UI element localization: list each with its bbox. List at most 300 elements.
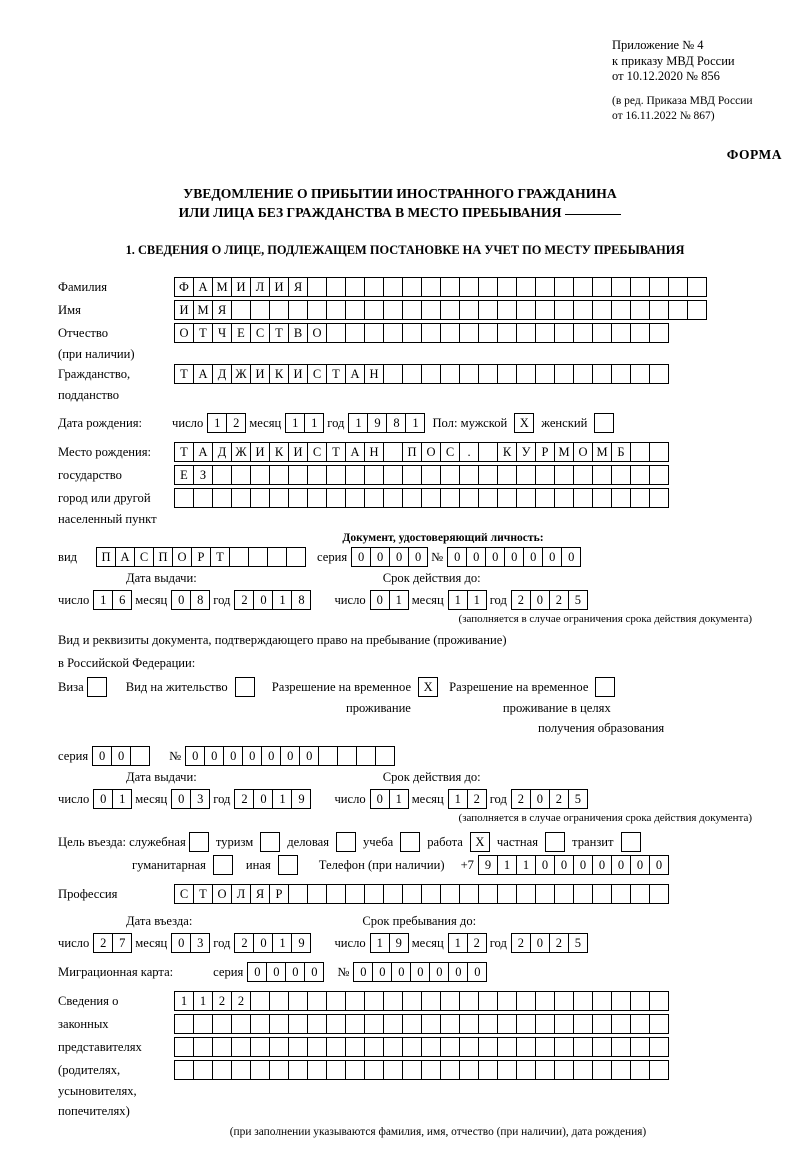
cell[interactable] <box>649 442 669 462</box>
cell[interactable] <box>269 300 289 320</box>
cell[interactable] <box>269 1014 289 1034</box>
identity-issue-month-input[interactable] <box>171 590 209 610</box>
cell[interactable] <box>383 1014 403 1034</box>
cell[interactable] <box>630 364 650 384</box>
cell[interactable]: 0 <box>530 590 550 610</box>
identity-number-input[interactable] <box>447 547 580 567</box>
cell[interactable]: Л <box>250 277 270 297</box>
cell[interactable] <box>611 488 631 508</box>
cell[interactable] <box>535 364 555 384</box>
cell[interactable]: 0 <box>204 746 224 766</box>
cell[interactable] <box>288 991 308 1011</box>
profession-input[interactable] <box>174 884 668 904</box>
cell[interactable]: 0 <box>370 590 390 610</box>
cell[interactable]: 1 <box>497 855 517 875</box>
cell[interactable]: 0 <box>542 547 562 567</box>
cell[interactable] <box>592 884 612 904</box>
cell[interactable]: 1 <box>285 413 305 433</box>
cell[interactable]: Ж <box>231 364 251 384</box>
cell[interactable]: 0 <box>242 746 262 766</box>
cell[interactable] <box>326 488 346 508</box>
cell[interactable] <box>383 364 403 384</box>
cell[interactable] <box>326 1037 346 1057</box>
birth-month-input[interactable] <box>285 413 323 433</box>
cell[interactable] <box>592 488 612 508</box>
cell[interactable] <box>440 488 460 508</box>
cell[interactable] <box>326 465 346 485</box>
cell[interactable]: 3 <box>190 789 210 809</box>
cell[interactable]: 5 <box>568 789 588 809</box>
cell[interactable] <box>440 1037 460 1057</box>
cell[interactable]: 2 <box>234 590 254 610</box>
cell[interactable] <box>402 300 422 320</box>
cell[interactable]: 0 <box>466 547 486 567</box>
cell[interactable] <box>269 991 289 1011</box>
cell[interactable] <box>459 300 479 320</box>
cell[interactable] <box>497 1037 517 1057</box>
permit-number-input[interactable] <box>185 746 394 766</box>
cell[interactable]: 2 <box>511 933 531 953</box>
cell[interactable]: 1 <box>348 413 368 433</box>
cell[interactable]: 0 <box>523 547 543 567</box>
cell[interactable]: 0 <box>261 746 281 766</box>
cell[interactable] <box>592 991 612 1011</box>
cell[interactable] <box>440 364 460 384</box>
cell[interactable] <box>535 884 555 904</box>
cell[interactable]: 2 <box>226 413 246 433</box>
cell[interactable]: 2 <box>511 590 531 610</box>
cell[interactable] <box>630 991 650 1011</box>
birthplace-input-row-3[interactable] <box>174 488 668 508</box>
cell[interactable]: 0 <box>171 933 191 953</box>
cell[interactable]: А <box>193 364 213 384</box>
cell[interactable] <box>630 300 650 320</box>
cell[interactable] <box>345 323 365 343</box>
cell[interactable]: Я <box>288 277 308 297</box>
patronymic-input[interactable] <box>174 323 668 343</box>
cell[interactable]: 8 <box>386 413 406 433</box>
cell[interactable]: О <box>307 323 327 343</box>
cell[interactable]: И <box>269 277 289 297</box>
cell[interactable]: 1 <box>448 933 468 953</box>
cell[interactable]: Л <box>231 884 251 904</box>
cell[interactable] <box>649 277 669 297</box>
cell[interactable]: О <box>174 323 194 343</box>
cell[interactable]: 1 <box>405 413 425 433</box>
cell[interactable] <box>573 991 593 1011</box>
cell[interactable] <box>649 1060 669 1080</box>
cell[interactable]: 1 <box>174 991 194 1011</box>
cell[interactable] <box>231 488 251 508</box>
cell[interactable] <box>535 465 555 485</box>
cell[interactable] <box>193 1037 213 1057</box>
cell[interactable] <box>421 1037 441 1057</box>
cell[interactable] <box>231 1037 251 1057</box>
cell[interactable]: М <box>212 277 232 297</box>
cell[interactable] <box>326 884 346 904</box>
cell[interactable]: Т <box>210 547 230 567</box>
cell[interactable] <box>402 277 422 297</box>
cell[interactable] <box>459 1060 479 1080</box>
cell[interactable]: 2 <box>467 789 487 809</box>
cell[interactable] <box>668 277 688 297</box>
cell[interactable]: О <box>212 884 232 904</box>
cell[interactable] <box>630 465 650 485</box>
cell[interactable]: 0 <box>223 746 243 766</box>
cell[interactable]: С <box>250 323 270 343</box>
cell[interactable] <box>250 300 270 320</box>
cell[interactable] <box>269 1037 289 1057</box>
cell[interactable] <box>630 442 650 462</box>
cell[interactable] <box>630 1060 650 1080</box>
cell[interactable]: 5 <box>568 933 588 953</box>
birthplace-input-row-2[interactable] <box>174 465 668 485</box>
cell[interactable] <box>516 884 536 904</box>
cell[interactable] <box>345 277 365 297</box>
cell[interactable] <box>364 1037 384 1057</box>
cell[interactable]: М <box>554 442 574 462</box>
cell[interactable]: 0 <box>485 547 505 567</box>
cell[interactable]: Т <box>326 364 346 384</box>
cell[interactable]: С <box>440 442 460 462</box>
cell[interactable] <box>440 465 460 485</box>
cell[interactable] <box>459 884 479 904</box>
cell[interactable] <box>402 364 422 384</box>
cell[interactable] <box>269 465 289 485</box>
cell[interactable] <box>326 1014 346 1034</box>
cell[interactable]: У <box>516 442 536 462</box>
cell[interactable] <box>497 1060 517 1080</box>
permit-issue-month-input[interactable] <box>171 789 209 809</box>
cell[interactable]: 1 <box>272 933 292 953</box>
cell[interactable] <box>174 1014 194 1034</box>
cell[interactable] <box>592 465 612 485</box>
cell[interactable]: 7 <box>112 933 132 953</box>
cell[interactable] <box>573 488 593 508</box>
cell[interactable] <box>383 277 403 297</box>
cell[interactable] <box>345 465 365 485</box>
cell[interactable]: И <box>288 442 308 462</box>
cell[interactable] <box>573 277 593 297</box>
cell[interactable] <box>307 300 327 320</box>
cell[interactable] <box>516 323 536 343</box>
cell[interactable]: С <box>307 442 327 462</box>
cell[interactable] <box>478 442 498 462</box>
cell[interactable] <box>193 1060 213 1080</box>
cell[interactable] <box>497 991 517 1011</box>
stay-month-input[interactable] <box>448 933 486 953</box>
cell[interactable]: 0 <box>280 746 300 766</box>
identity-kind-input[interactable] <box>96 547 305 567</box>
cell[interactable] <box>212 1037 232 1057</box>
cell[interactable]: Р <box>191 547 211 567</box>
representatives-input-row-3[interactable] <box>174 1037 668 1057</box>
cell[interactable] <box>212 1060 232 1080</box>
cell[interactable] <box>668 300 688 320</box>
cell[interactable]: 2 <box>549 590 569 610</box>
cell[interactable]: 1 <box>448 789 468 809</box>
cell[interactable] <box>554 1037 574 1057</box>
cell[interactable] <box>288 300 308 320</box>
cell[interactable] <box>364 1014 384 1034</box>
edu-permit-checkbox[interactable] <box>595 677 615 697</box>
cell[interactable]: 1 <box>272 789 292 809</box>
cell[interactable] <box>573 465 593 485</box>
cell[interactable] <box>573 1060 593 1080</box>
cell[interactable] <box>497 277 517 297</box>
purpose-checkbox-delovaya[interactable] <box>336 832 356 852</box>
cell[interactable] <box>497 465 517 485</box>
cell[interactable] <box>345 884 365 904</box>
cell[interactable] <box>516 1037 536 1057</box>
migration-series-input[interactable] <box>247 962 323 982</box>
representatives-input-row-2[interactable] <box>174 1014 668 1034</box>
cell[interactable]: Т <box>269 323 289 343</box>
cell[interactable] <box>649 465 669 485</box>
cell[interactable] <box>459 323 479 343</box>
cell[interactable]: 0 <box>372 962 392 982</box>
cell[interactable]: 2 <box>549 933 569 953</box>
cell[interactable] <box>364 300 384 320</box>
cell[interactable] <box>649 1014 669 1034</box>
cell[interactable]: 2 <box>234 933 254 953</box>
cell[interactable] <box>248 547 268 567</box>
cell[interactable]: 0 <box>408 547 428 567</box>
cell[interactable]: О <box>172 547 192 567</box>
cell[interactable] <box>326 300 346 320</box>
cell[interactable] <box>516 991 536 1011</box>
cell[interactable]: И <box>250 442 270 462</box>
cell[interactable] <box>649 1037 669 1057</box>
cell[interactable] <box>459 488 479 508</box>
cell[interactable]: Ч <box>212 323 232 343</box>
cell[interactable] <box>478 1037 498 1057</box>
cell[interactable]: 1 <box>93 590 113 610</box>
cell[interactable] <box>554 323 574 343</box>
cell[interactable]: Д <box>212 442 232 462</box>
cell[interactable] <box>402 884 422 904</box>
cell[interactable] <box>421 465 441 485</box>
cell[interactable] <box>478 465 498 485</box>
cell[interactable] <box>440 277 460 297</box>
cell[interactable] <box>364 323 384 343</box>
cell[interactable] <box>383 1037 403 1057</box>
cell[interactable] <box>307 277 327 297</box>
cell[interactable]: 2 <box>549 789 569 809</box>
cell[interactable] <box>383 884 403 904</box>
identity-valid-month-input[interactable] <box>448 590 486 610</box>
cell[interactable]: 9 <box>291 789 311 809</box>
cell[interactable] <box>288 465 308 485</box>
cell[interactable]: 2 <box>467 933 487 953</box>
cell[interactable]: Ж <box>231 442 251 462</box>
cell[interactable]: 0 <box>304 962 324 982</box>
cell[interactable] <box>375 746 395 766</box>
temp-permit-checkbox[interactable]: X <box>418 677 438 697</box>
cell[interactable]: И <box>174 300 194 320</box>
cell[interactable]: 8 <box>291 590 311 610</box>
cell[interactable] <box>269 488 289 508</box>
cell[interactable] <box>649 364 669 384</box>
representatives-input-row-1[interactable] <box>174 991 668 1011</box>
entry-day-input[interactable] <box>93 933 131 953</box>
cell[interactable] <box>345 1037 365 1057</box>
cell[interactable] <box>611 991 631 1011</box>
purpose-checkbox-turizm[interactable] <box>260 832 280 852</box>
purpose-checkbox-inaya[interactable] <box>278 855 298 875</box>
cell[interactable]: О <box>573 442 593 462</box>
cell[interactable]: П <box>96 547 116 567</box>
permit-series-input[interactable] <box>92 746 149 766</box>
cell[interactable] <box>573 300 593 320</box>
cell[interactable] <box>554 488 574 508</box>
cell[interactable] <box>212 1014 232 1034</box>
cell[interactable] <box>307 1060 327 1080</box>
stay-day-input[interactable] <box>370 933 408 953</box>
cell[interactable] <box>364 884 384 904</box>
cell[interactable]: . <box>459 442 479 462</box>
cell[interactable] <box>459 465 479 485</box>
cell[interactable] <box>440 300 460 320</box>
residence-checkbox[interactable] <box>235 677 255 697</box>
cell[interactable] <box>345 300 365 320</box>
cell[interactable]: 0 <box>351 547 371 567</box>
cell[interactable] <box>478 277 498 297</box>
cell[interactable]: 9 <box>367 413 387 433</box>
cell[interactable]: 0 <box>535 855 555 875</box>
identity-valid-day-input[interactable] <box>370 590 408 610</box>
cell[interactable] <box>345 1014 365 1034</box>
cell[interactable] <box>573 364 593 384</box>
cell[interactable]: Р <box>269 884 289 904</box>
cell[interactable]: 0 <box>266 962 286 982</box>
cell[interactable]: Е <box>231 323 251 343</box>
cell[interactable] <box>326 277 346 297</box>
cell[interactable] <box>307 991 327 1011</box>
cell[interactable] <box>269 1060 289 1080</box>
cell[interactable] <box>649 488 669 508</box>
cell[interactable] <box>231 1060 251 1080</box>
cell[interactable] <box>516 1060 536 1080</box>
stay-year-input[interactable] <box>511 933 587 953</box>
cell[interactable] <box>307 1014 327 1034</box>
cell[interactable] <box>459 277 479 297</box>
cell[interactable]: 1 <box>467 590 487 610</box>
cell[interactable]: 9 <box>389 933 409 953</box>
cell[interactable] <box>459 991 479 1011</box>
cell[interactable]: А <box>115 547 135 567</box>
cell[interactable] <box>554 991 574 1011</box>
cell[interactable] <box>326 991 346 1011</box>
cell[interactable]: 0 <box>467 962 487 982</box>
cell[interactable] <box>478 991 498 1011</box>
identity-valid-year-input[interactable] <box>511 590 587 610</box>
cell[interactable]: 0 <box>448 962 468 982</box>
permit-valid-year-input[interactable] <box>511 789 587 809</box>
cell[interactable]: П <box>153 547 173 567</box>
cell[interactable] <box>402 1014 422 1034</box>
cell[interactable] <box>611 465 631 485</box>
cell[interactable] <box>630 1037 650 1057</box>
cell[interactable]: 9 <box>291 933 311 953</box>
cell[interactable] <box>592 1014 612 1034</box>
migration-number-input[interactable] <box>353 962 486 982</box>
cell[interactable]: 0 <box>611 855 631 875</box>
cell[interactable] <box>212 465 232 485</box>
cell[interactable] <box>459 1037 479 1057</box>
cell[interactable] <box>174 1037 194 1057</box>
cell[interactable] <box>421 991 441 1011</box>
cell[interactable] <box>440 1014 460 1034</box>
cell[interactable] <box>402 1060 422 1080</box>
cell[interactable] <box>497 323 517 343</box>
cell[interactable]: 2 <box>234 789 254 809</box>
cell[interactable]: 0 <box>353 962 373 982</box>
cell[interactable] <box>497 300 517 320</box>
cell[interactable] <box>535 300 555 320</box>
cell[interactable] <box>535 991 555 1011</box>
cell[interactable] <box>288 1037 308 1057</box>
cell[interactable] <box>554 1060 574 1080</box>
cell[interactable] <box>212 488 232 508</box>
cell[interactable]: 1 <box>272 590 292 610</box>
cell[interactable]: А <box>345 442 365 462</box>
cell[interactable] <box>345 1060 365 1080</box>
cell[interactable] <box>554 884 574 904</box>
identity-issue-day-input[interactable] <box>93 590 131 610</box>
visa-checkbox[interactable] <box>87 677 107 697</box>
name-input[interactable] <box>174 300 706 320</box>
cell[interactable]: 0 <box>93 789 113 809</box>
cell[interactable]: 1 <box>516 855 536 875</box>
cell[interactable]: 0 <box>253 933 273 953</box>
cell[interactable] <box>383 991 403 1011</box>
cell[interactable]: 6 <box>112 590 132 610</box>
cell[interactable] <box>649 323 669 343</box>
identity-series-input[interactable] <box>351 547 427 567</box>
cell[interactable]: 0 <box>391 962 411 982</box>
cell[interactable]: 2 <box>511 789 531 809</box>
cell[interactable]: 0 <box>561 547 581 567</box>
cell[interactable] <box>573 323 593 343</box>
cell[interactable]: 1 <box>304 413 324 433</box>
cell[interactable] <box>231 1014 251 1034</box>
cell[interactable] <box>356 746 376 766</box>
cell[interactable] <box>402 488 422 508</box>
cell[interactable] <box>592 1037 612 1057</box>
cell[interactable]: А <box>193 277 213 297</box>
cell[interactable]: 0 <box>253 590 273 610</box>
cell[interactable] <box>130 746 150 766</box>
cell[interactable]: 0 <box>171 789 191 809</box>
cell[interactable]: Б <box>611 442 631 462</box>
cell[interactable] <box>478 884 498 904</box>
permit-issue-day-input[interactable] <box>93 789 131 809</box>
cell[interactable] <box>229 547 249 567</box>
cell[interactable] <box>345 488 365 508</box>
cell[interactable] <box>383 442 403 462</box>
cell[interactable] <box>611 1014 631 1034</box>
cell[interactable]: М <box>193 300 213 320</box>
cell[interactable] <box>174 1060 194 1080</box>
permit-valid-day-input[interactable] <box>370 789 408 809</box>
cell[interactable]: И <box>250 364 270 384</box>
cell[interactable]: 0 <box>504 547 524 567</box>
cell[interactable] <box>421 300 441 320</box>
cell[interactable] <box>174 488 194 508</box>
cell[interactable]: 1 <box>389 789 409 809</box>
birth-year-input[interactable] <box>348 413 424 433</box>
